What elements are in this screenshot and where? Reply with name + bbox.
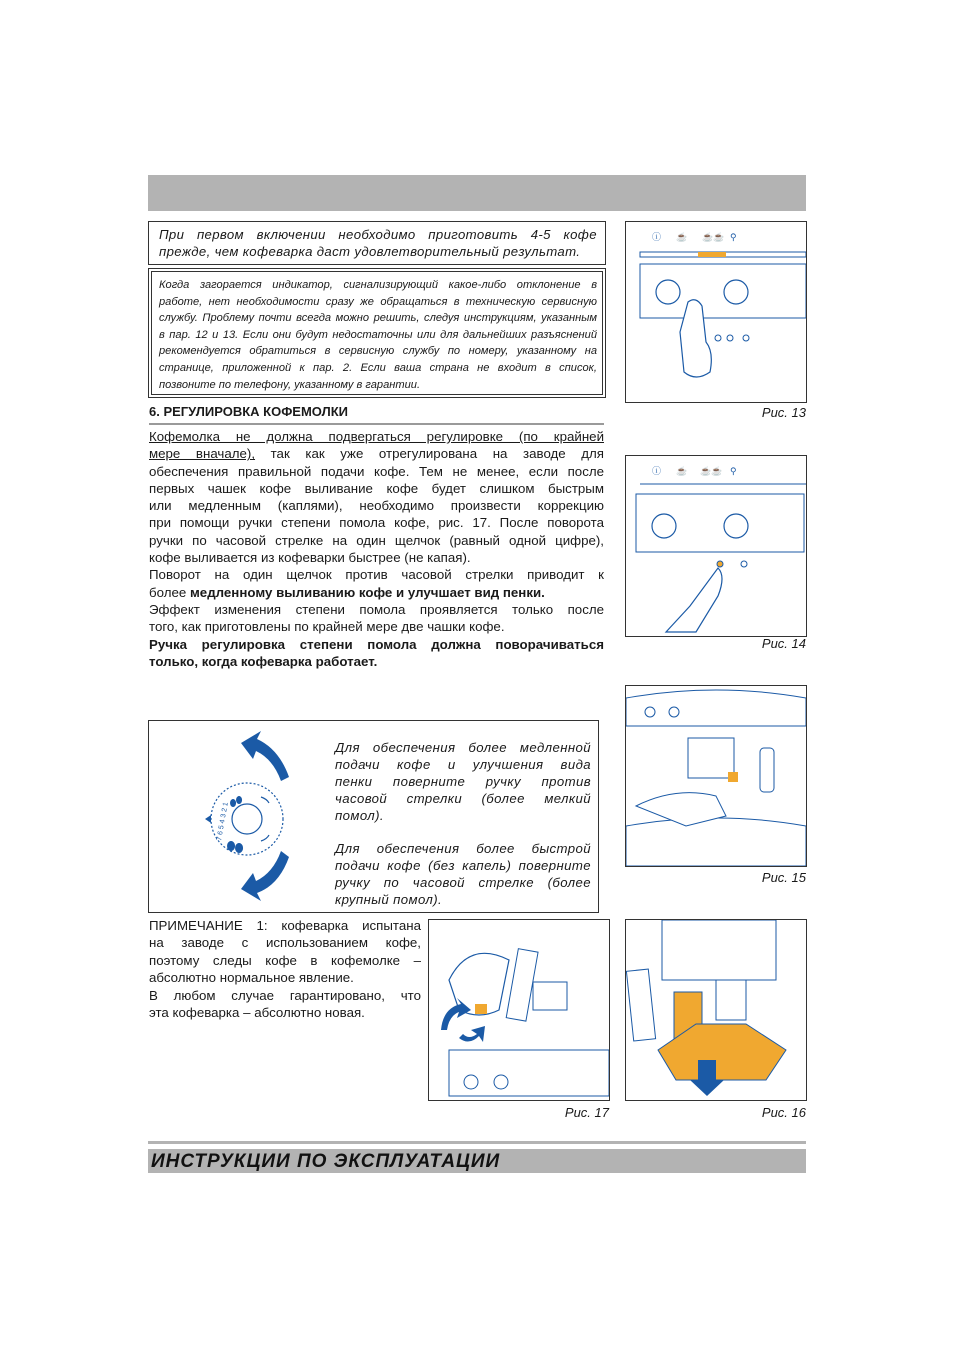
footer-title: ИНСТРУКЦИИ ПО ЭКСПЛУАТАЦИИ: [151, 1151, 501, 1172]
grind-dial-diagram: [149, 721, 329, 911]
slow-dispense-text: [335, 739, 591, 824]
body-line: Кофемолка не должна подвергаться регулировке (по крайней: [149, 429, 604, 444]
figure-14: [625, 455, 807, 637]
section-title: 6. РЕГУЛИРОВКА КОФЕМОЛКИ: [149, 404, 604, 425]
dial-numbers: 7 6 5 4 3 2 1: [216, 801, 230, 842]
warning-line: рекомендуется обратиться в сервисную службу по номеру, указанному на: [159, 345, 597, 358]
first-use-line: При первом включении необходимо приготовить 4-5 кофе: [159, 227, 597, 242]
grinder-adjustment-text: [149, 428, 604, 670]
footer-divider: [148, 1141, 806, 1144]
svg-text:☕☕: ☕☕: [702, 232, 725, 242]
note-line: абсолютно нормальное явление.: [149, 970, 354, 986]
figure-14-caption: Рис. 14: [761, 636, 806, 651]
first-use-note: [148, 221, 606, 265]
svg-text:ⓘ: ⓘ: [652, 466, 662, 476]
body-line: кофе выливается из кофеварки быстрее (не капая).: [149, 550, 471, 566]
dial-text-line: Для обеспечения более быстрой: [335, 841, 591, 856]
figure-15: [625, 685, 807, 867]
dial-text-line: подачи кофе и улучшения вида: [335, 757, 591, 772]
body-line: Поворот на один щелчок против часовой стрелки приводит к: [149, 567, 604, 583]
clockwise-arrow-icon: [241, 851, 289, 901]
figure-17: [428, 919, 610, 1101]
note-1: [149, 917, 421, 1021]
warning-line: работе, нет необходимости сразу же обращаться в техническую сервисную: [159, 295, 597, 308]
footer-bar: [148, 1149, 806, 1173]
figure-16-caption: Рис. 16: [761, 1105, 806, 1120]
svg-text:ⓘ: ⓘ: [652, 232, 662, 242]
indicator-warning-box: [148, 268, 606, 398]
figure-15-caption: Рис. 15: [761, 870, 806, 885]
dial-text-line: крупный помол).: [335, 892, 443, 907]
warning-line: странице, приложенной к пар. 2. Если ваша страна не входит в список,: [159, 361, 597, 374]
fast-dispense-text: [335, 840, 591, 908]
svg-text:⚲: ⚲: [730, 466, 737, 476]
dial-text-line: часовой стрелки (более мелкий: [335, 791, 591, 806]
dial-text-line: Для обеспечения более медленной: [335, 740, 591, 755]
body-line: или медленным (каплями), необходимо произвести коррекцию: [149, 498, 604, 514]
warning-line: позвоните по телефону, указанному в гарантии.: [159, 378, 421, 391]
body-line: более медленному выливанию кофе и улучшает вид пенки.: [149, 584, 545, 600]
warning-line: в пар. 12 и 13. Если они будут недостаточны или для дальнейших разъяснений: [159, 328, 597, 341]
dial-pointer-icon: [205, 815, 211, 823]
note-line: на заводе с использованием кофе,: [149, 935, 421, 951]
figure-16: [625, 919, 807, 1101]
figure-17-caption: Рис. 17: [564, 1105, 609, 1120]
svg-text:☕: ☕: [676, 232, 688, 242]
body-line: того, как приготовлены по крайней мере две чашки кофе.: [149, 619, 505, 635]
warning-line: Когда загорается индикатор, сигнализирующий какое-либо отклонение в: [159, 279, 597, 291]
note-line: поэтому следы кофе в кофемолке –: [149, 952, 421, 968]
first-use-line: прежде, чем кофеварка даст удовлетворительный результат.: [159, 243, 581, 259]
grind-dial-box: [148, 720, 599, 913]
note-line: эта кофеварка – абсолютно новая.: [149, 1005, 365, 1021]
dial-text-line: пенки поверните ручку против: [335, 774, 591, 789]
body-line: при помощи ручки степени помола кофе, рис. 17. После поворота: [149, 515, 604, 531]
counterclockwise-arrow-icon: [241, 731, 289, 781]
header-bar: [148, 175, 806, 211]
dial-text-line: ручку по часовой стрелке (более: [335, 875, 591, 890]
note-line: В любом случае гарантировано, что: [149, 987, 421, 1003]
body-line: мере вначале), так как уже отрегулирована на заводе для: [149, 446, 604, 462]
svg-text:⚲: ⚲: [730, 232, 737, 242]
dial-text-line: помол).: [335, 808, 384, 823]
body-line: только, когда кофеварка работает.: [149, 653, 378, 669]
dial-text-line: подачи кофе (без капель) поверните: [335, 858, 591, 873]
warning-line: службу. Проблему почти всегда можно решить, следуя инструкциям, указанным: [159, 312, 597, 325]
figure-13-caption: Рис. 13: [761, 405, 806, 420]
svg-text:☕: ☕: [676, 466, 688, 476]
body-line: ручки по часовой стрелке на один щелчок (равный одной цифре),: [149, 532, 604, 548]
svg-text:☕☕: ☕☕: [700, 466, 723, 476]
note-line: ПРИМЕЧАНИЕ 1: кофеварка испытана: [149, 918, 421, 933]
body-line: Эффект изменения степени помола проявляется только после: [149, 601, 604, 617]
body-line: обеспечения правильной подачи кофе. Тем не менее, если после: [149, 463, 604, 479]
body-line: Ручка регулировка степени помола должна поворачиваться: [149, 636, 604, 652]
body-line: первых чашек кофе выливание кофе будет слишком быстрым: [149, 480, 604, 496]
figure-13: [625, 221, 807, 403]
